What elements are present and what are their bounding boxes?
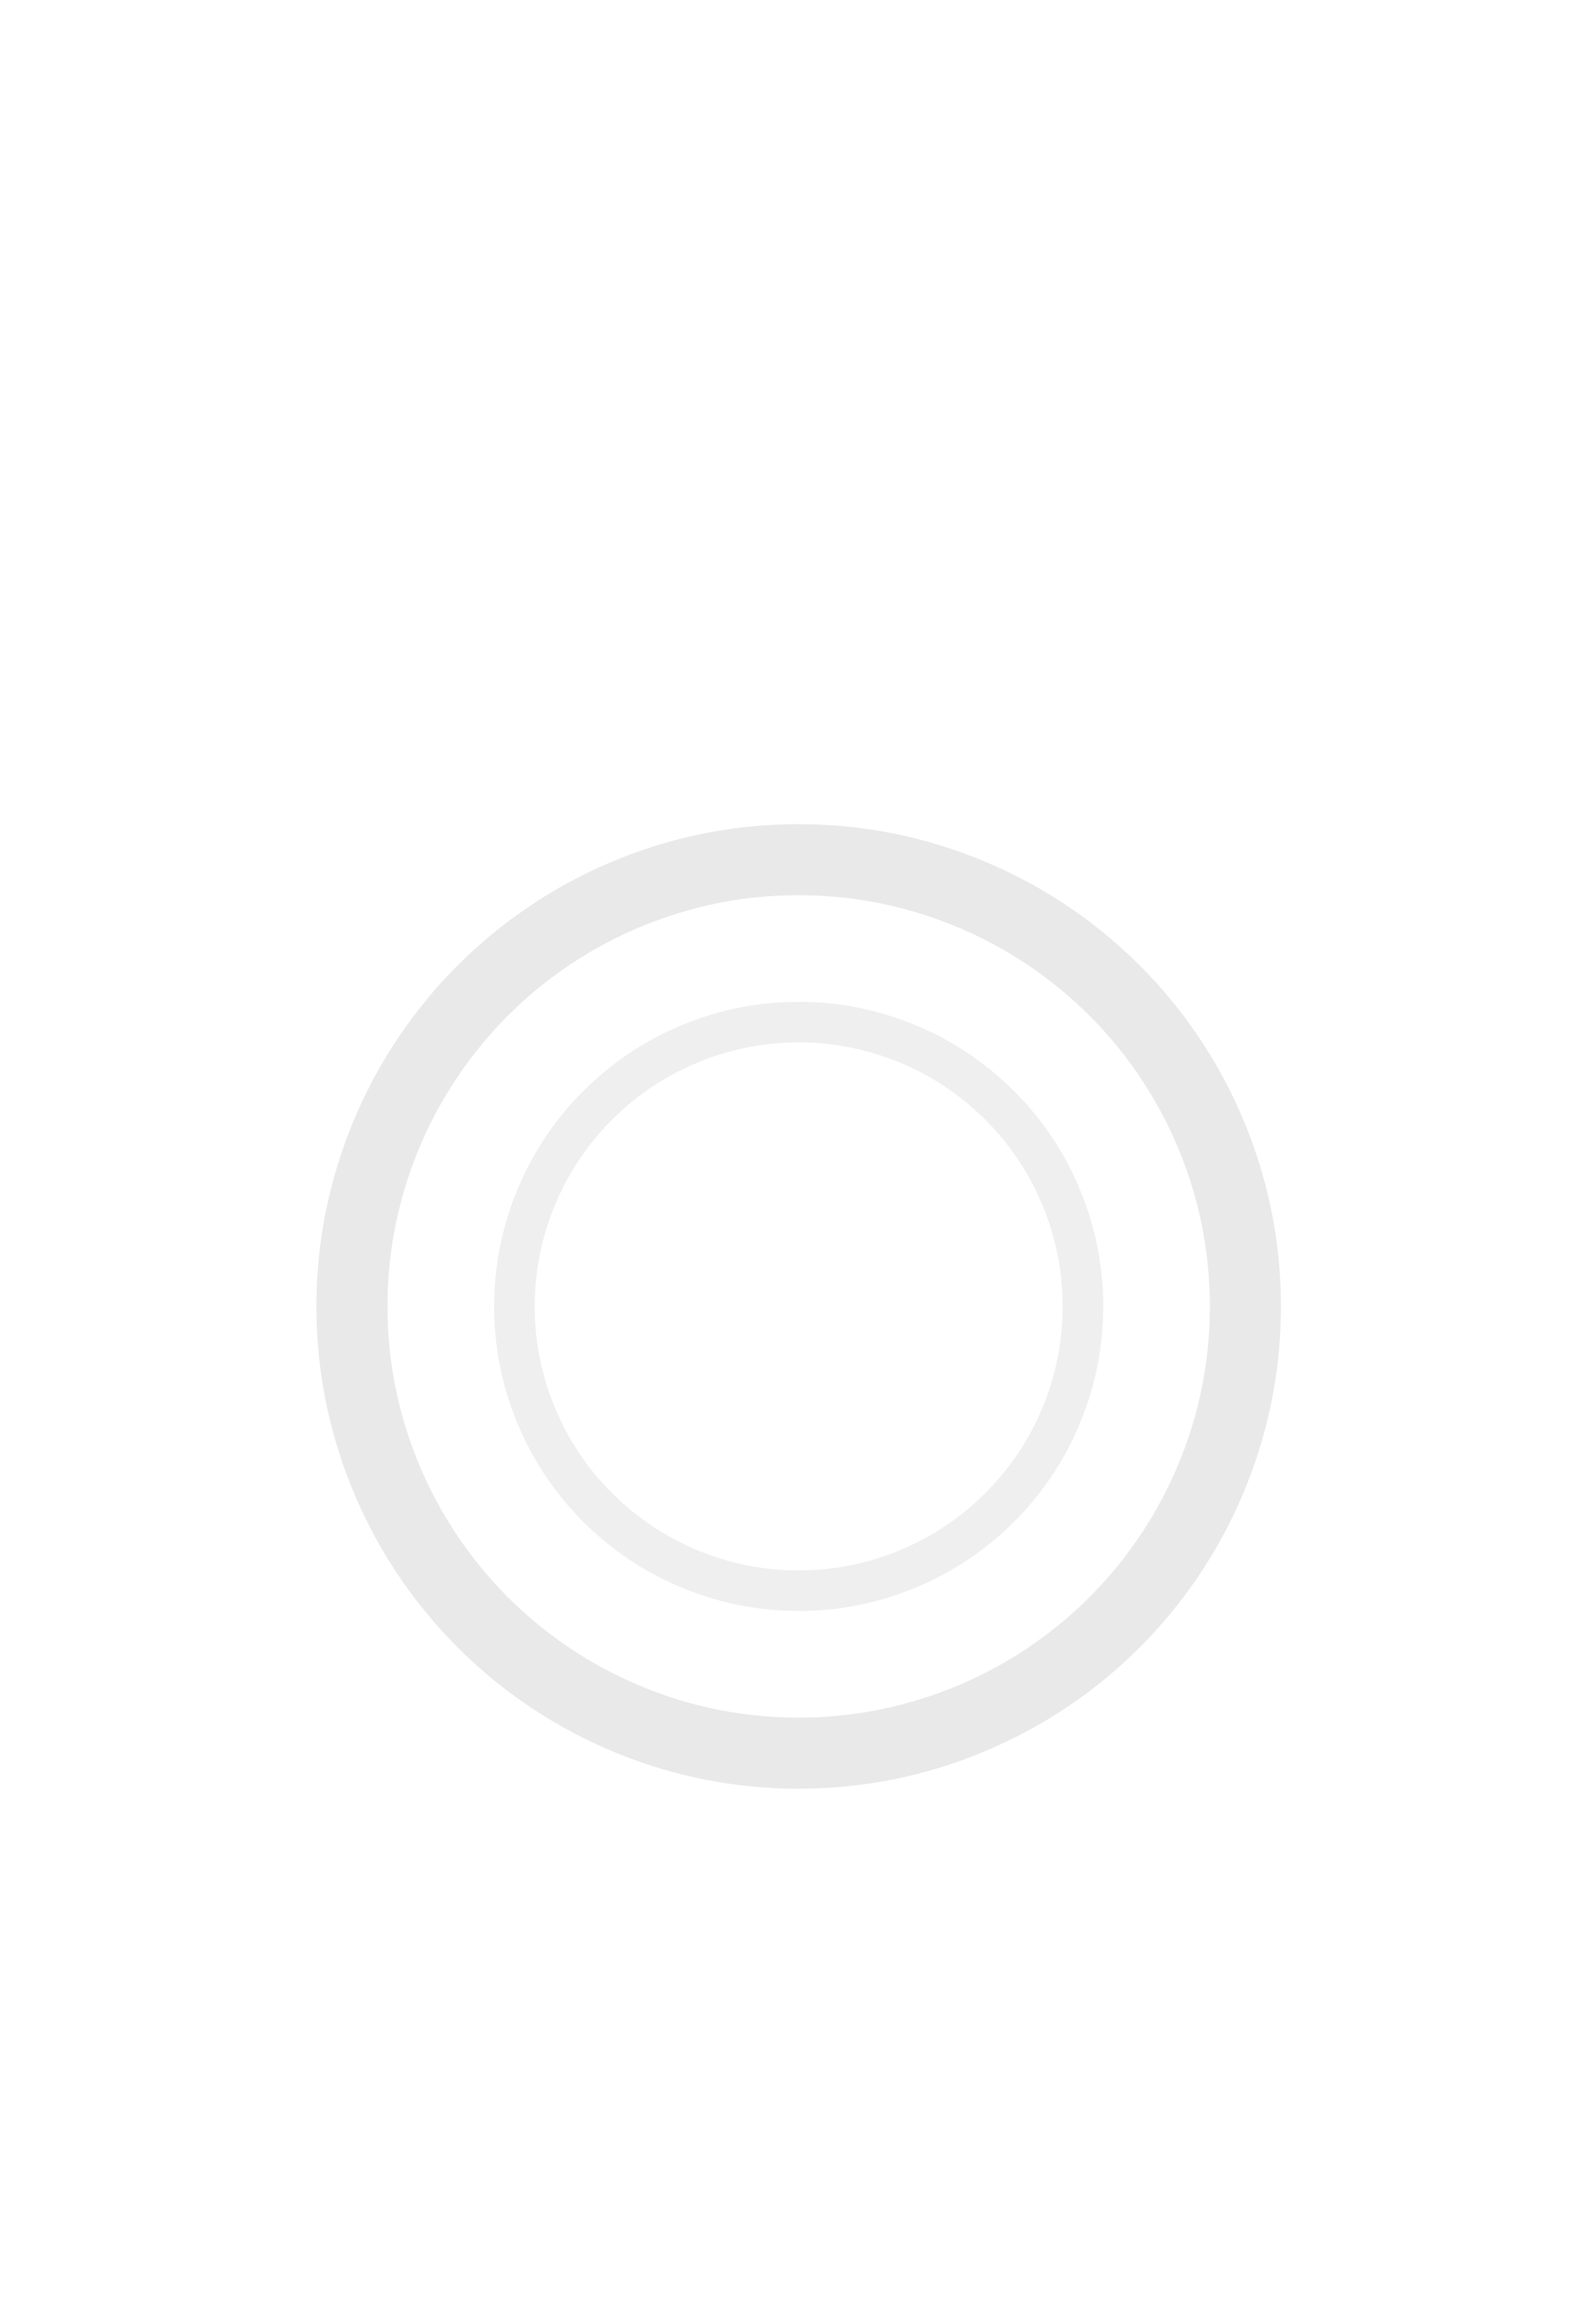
- watermark-stamp: [291, 799, 1306, 1814]
